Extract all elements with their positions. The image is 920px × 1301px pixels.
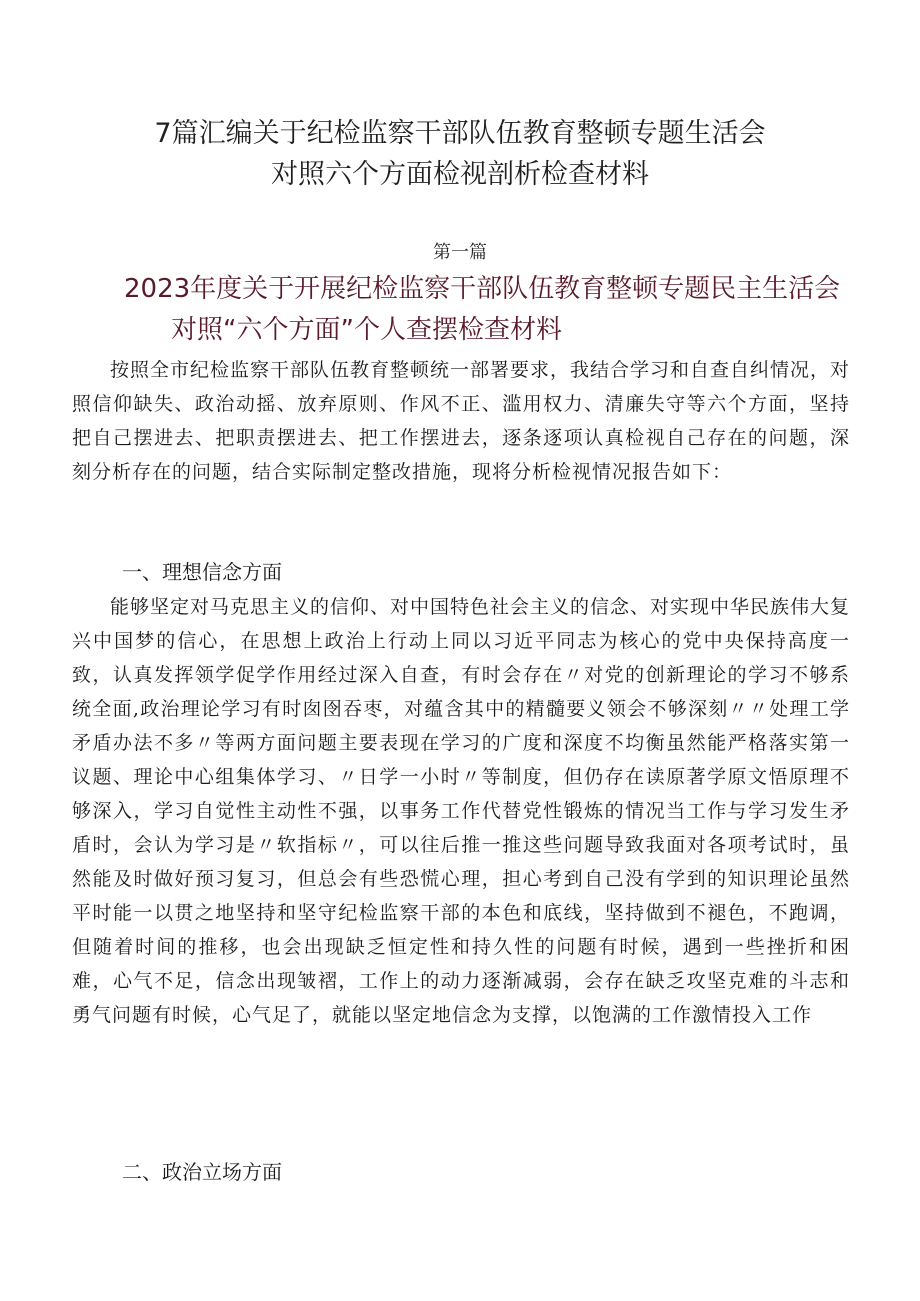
main-title-line2: 对照六个方面检视剖析检查材料 [271,159,649,190]
section-heading-ideals: 一、理想信念方面 [122,560,282,584]
main-title-line1: 7篇汇编关于纪检监察干部队伍教育整顿专题生活会 [154,118,766,149]
sub-title-line1: 2023年度关于开展纪检监察干部队伍教育整顿专题民主生活会 [124,274,841,304]
section-paragraph-ideals: 能够坚定对马克思主义的信仰、对中国特色社会主义的信念、对实现中华民族伟大复兴中国梦的信心，在思想上政治上行动上同以习近平同志为核心的党中央保持高度一致，认真发挥领学促学作用经过深入自查，有时会存在〃对党的创新理论的学习不够系统全面,政治理论学习有时囱囹吞枣，对蕴含其中的精髓要义领会不够深刻〃〃处理工学矛盾办法不多〃等两方面问题主要表现在学习的广度和深度不均衡虽然能严格落实第一议题、理论中心组集体学习、〃日学一小时〃等制度，但仍存在读原著学原文悟原理不够深入，学习自觉性主动性不强，以事务工作代替党性锻炼的情况当工作与学习发生矛盾时，会认为学习是〃软指标〃，可以往后推一推这些问题导致我面对各项考试时，虽然能及时做好预习复习，但总会有些恐慌心理，担心考到自己没有学到的知识理论虽然平时能一以贯之地坚持和坚守纪检监察干部的本色和底线，坚持做到不褪色，不跑调，但随着时间的推移，也会出现缺乏恒定性和持久性的问题有时候，遇到一些挫折和困难，心气不足，信念出现皱褶，工作上的动力逐渐减弱，会存在缺乏攻坚克难的斗志和勇气问题有时候，心气足了，就能以坚定地信念为支撑，以饱满的工作激情投入工作 [72,596,851,1026]
intro-paragraph: 按照全市纪检监察干部队伍教育整顿统一部署要求，我结合学习和自查自纠情况，对照信仰缺失、政治动摇、放弃原则、作风不正、滥用权力、清廉失守等六个方面，坚持把自己摆进去、把职责摆进去、把工作摆进去，逐条逐项认真检视自己存在的问题，深刻分析存在的问题，结合实际制定整改措施，现将分析检视情况报告如下： [72,359,851,483]
section-heading-political: 二、政治立场方面 [122,1160,282,1184]
part-label: 第一篇 [433,242,487,263]
sub-title-line2: 对照“六个方面”个人查摆检查材料 [171,315,562,345]
